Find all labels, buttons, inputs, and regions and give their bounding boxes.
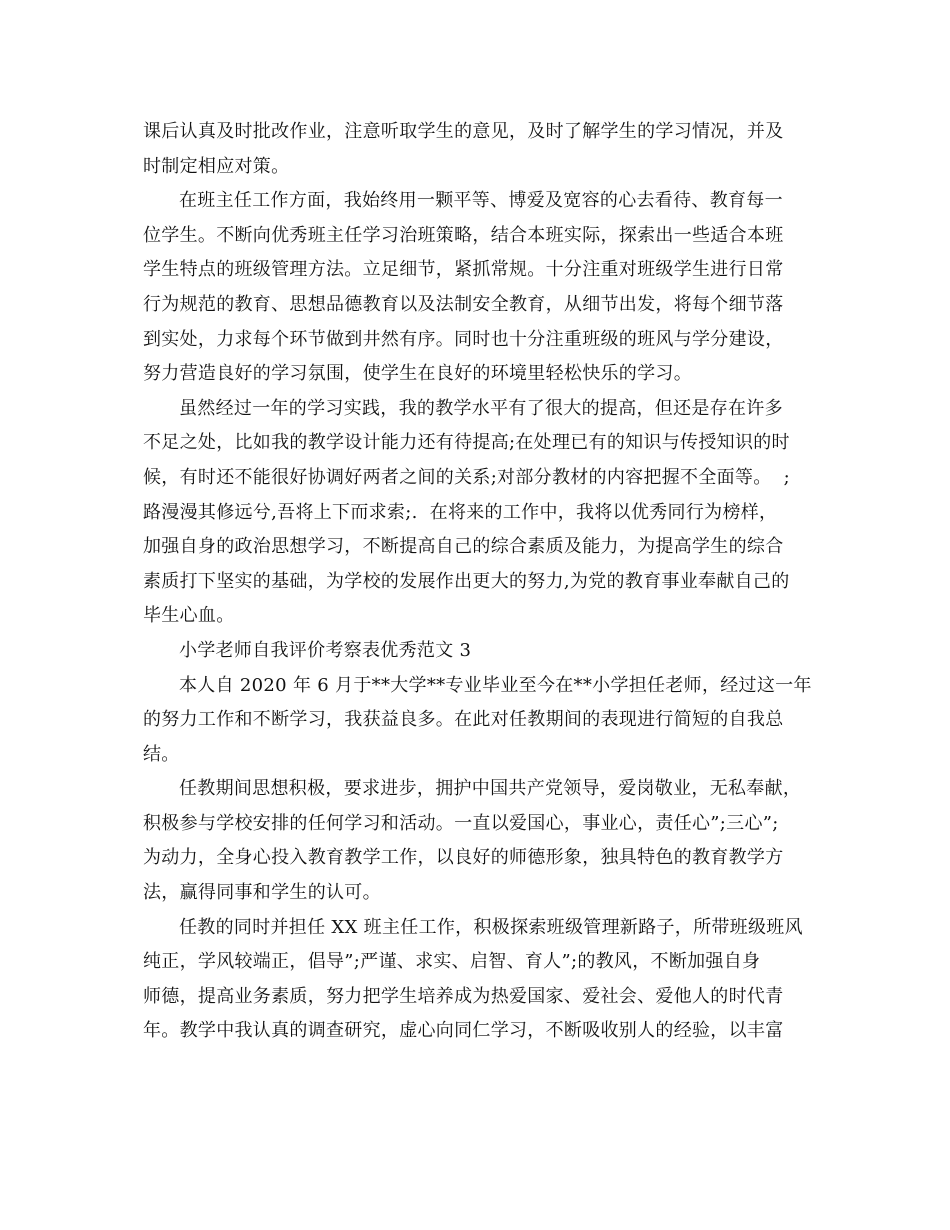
text-line: 路漫漫其修远兮,吾将上下而求索;. 在将来的工作中，我将以优秀同行为榜样， — [143, 501, 778, 523]
text-line: 努力营造良好的学习氛围，使学生在良好的环境里轻松快乐的学习。 — [143, 363, 692, 385]
text-line: 学生特点的班级管理方法。立足细节，紧抓常规。十分注重对班级学生进行日常 — [143, 259, 784, 281]
text-line: 结。 — [143, 743, 180, 765]
text-line: 不足之处，比如我的教学设计能力还有待提高;在处理已有的知识与传授知识的时 — [143, 432, 790, 454]
text-line: 的努力工作和不断学习，我获益良多。在此对任教期间的表现进行简短的自我总 — [143, 709, 784, 731]
text-line: 小学老师自我评价考察表优秀范文 3 — [179, 639, 472, 661]
text-line: 课后认真及时批改作业，注意听取学生的意见，及时了解学生的学习情况，并及 — [143, 121, 784, 142]
text-line: 在班主任工作方面，我始终用一颗平等、博爱及宽容的心去看待、教育每一 — [179, 190, 783, 212]
text-line: 毕生心血。 — [143, 605, 235, 627]
text-line: 任教的同时并担任 XX 班主任工作，积极探索班级管理新路子，所带班级班风 — [179, 916, 803, 938]
text-line: 候，有时还不能很好协调好两者之间的关系;对部分教材的内容把握不全面等。 ; — [143, 466, 790, 488]
text-line: 师德，提高业务素质，努力把学生培养成为热爱国家、爱社会、爱他人的时代青 — [143, 985, 784, 1007]
text-line: 年。教学中我认真的调查研究，虚心向同仁学习，不断吸收别人的经验，以丰富 — [143, 1020, 784, 1042]
text-line: 纯正，学风较端正，倡导”;严谨、求实、启智、育人”;的教风，不断加强自身 — [143, 951, 761, 973]
text-line: 任教期间思想积极，要求进步，拥护中国共产党领导，爱岗敬业，无私奉献， — [179, 778, 802, 800]
text-line: 到实处，力求每个环节做到井然有序。同时也十分注重班级的班风与学分建设， — [143, 328, 784, 350]
text-line: 积极参与学校安排的任何学习和活动。一直以爱国心，事业心，责任心”;三心”; — [143, 812, 779, 834]
text-line: 行为规范的教育、思想品德教育以及法制安全教育，从细节出发，将每个细节落 — [143, 293, 784, 315]
text-line: 法，赢得同事和学生的认可。 — [143, 882, 381, 904]
text-line: 素质打下坚实的基础，为学校的发展作出更大的努力,为党的教育事业奉献自己的 — [143, 570, 790, 592]
text-line: 虽然经过一年的学习实践，我的教学水平有了很大的提高，但还是存在许多 — [179, 397, 783, 419]
text-line: 本人自 2020 年 6 月于**大学**专业毕业至今在**小学担任老师，经过这一年 — [179, 674, 812, 696]
document-body — [143, 115, 812, 1049]
text-line: 加强自身的政治思想学习，不断提高自己的综合素质及能力，为提高学生的综合 — [143, 536, 784, 558]
text-line: 时制定相应对策。 — [143, 155, 290, 177]
text-line: 位学生。不断向优秀班主任学习治班策略，结合本班实际，探索出一些适合本班 — [143, 224, 784, 246]
text-line: 为动力，全身心投入教育教学工作，以良好的师德形象，独具特色的教育教学方 — [143, 847, 784, 869]
